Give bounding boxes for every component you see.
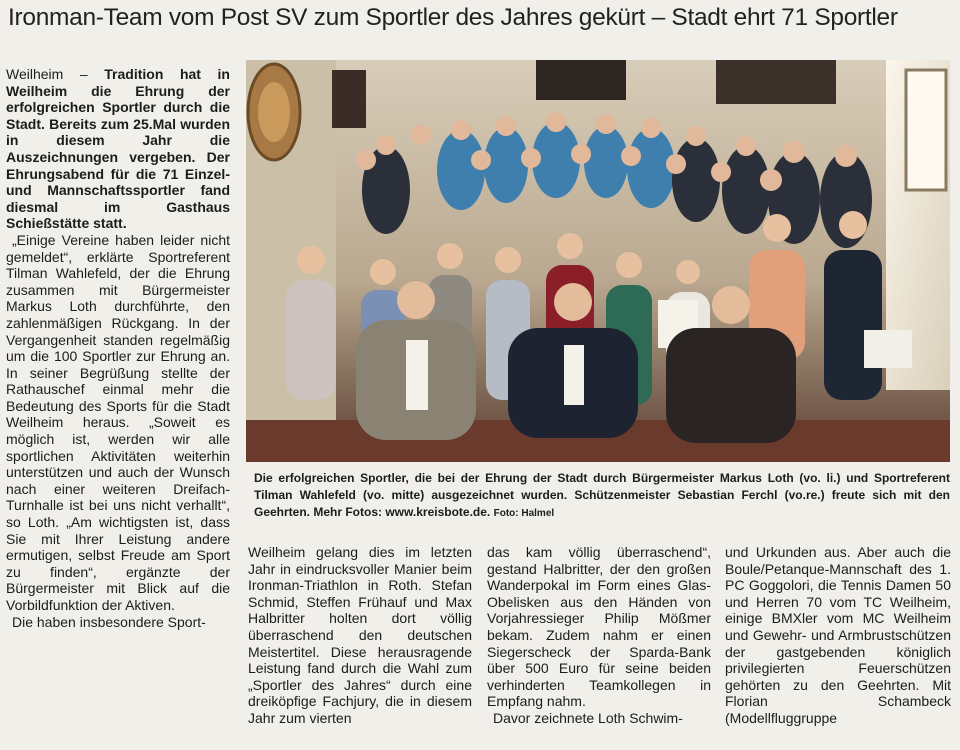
- body-paragraph: Die haben insbesondere Sport-: [12, 613, 206, 630]
- dateline: Weilheim –: [6, 66, 105, 82]
- article-headline: Ironman-Team vom Post SV zum Sportler des Jahres gekürt – Stadt ehrt 71 Sportler: [8, 4, 898, 31]
- article-column-1: [6, 66, 230, 630]
- body-paragraph: und Urkunden aus. Aber auch die Boule/Petanque-Mannschaft des 1. PC Goggolori, die Tennis Damen 50 und Herren 70 vom TC Weilheim, einige BMXler vom MC Weilheim und Gewehr- und Armbrustschützen der gastgebenden königlich privilegierten Feuerschützen gehörten zu den Geehrten. Mit Florian Schambeck (Modellfluggruppe: [725, 544, 951, 726]
- group-photo: [246, 60, 950, 462]
- caption-text: Die erfolgreichen Sportler, die bei der Ehrung der Stadt durch Bürgermeister Markus Loth (vo. li.) und Sportreferent Tilman Wahlefeld (vo. mitte) ausgezeichnet wurden. Schützenmeister Sebastian Ferchl (vo.re.) freute sich mit den Geehrten. Mehr Fotos: www.kreisbote.de.: [254, 471, 950, 519]
- photo-caption: [254, 470, 950, 522]
- article-column-4: [725, 544, 951, 727]
- article-column-2: [248, 544, 472, 727]
- body-paragraph: Davor zeichnete Loth Schwim-: [493, 709, 683, 726]
- body-paragraph: „Einige Vereine haben leider nicht gemeldet“, erklärte Sportreferent Tilman Wahlefeld, der die Ehrung zusammen mit Bürgermeister Markus Loth durchführte, den zahlenmäßigen Rückgang. In der Vergangenheit standen regelmäßig um die 100 Sportler zur Ehrung an. In seiner Begrüßung stellte der Rathauschef einmal mehr die Bedeutung des Sports für die Stadt Weilheim heraus. „Soweit es möglich ist, werden wir alle sportlichen Aktivitäten weiterhin unterstützen und auch der Wunsch nach einer weiteren Dreifach-Turnhalle ist bei uns nicht verhallt“, so Loth. „Am wichtigsten ist, dass Sie mit Ihrer Leistung andere ermutigen, selbst Freude am Sport zu finden“, ergänzte der Bürgermeister mit Blick auf die Vorbildfunktion der Aktiven.: [6, 231, 230, 613]
- body-paragraph: Weilheim gelang dies im letzten Jahr in eindrucksvoller Manier beim Ironman-Triathlon in Roth. Stefan Schmid, Steffen Frühauf und Max Halbritter holten dort völlig überraschend den deutschen Meistertitel. Diese herausragende Leistung fand durch die Wahl zum „Sportler des Jahres“ durch eine dreiköpfige Fachjury, die in diesem Jahr zum vierten: [248, 544, 472, 726]
- body-paragraph: das kam völlig überraschend“, gestand Halbritter, der den großen Wanderpokal im Form eines Glas-Obelisken aus den Händen von Vorjahressieger Philip Mößmer bekam. Zudem nahm er einen Siegerscheck der Sparda-Bank über 500 Euro für seine beiden verhinderten Teamkollegen in Empfang nahm.: [487, 544, 711, 710]
- lead-text: Tradition hat in Weilheim die Ehrung der erfolgreichen Sportler durch die Stadt. Bereits zum 25.Mal wurden in diesem Jahr die Auszeichnungen vergeben. Der Ehrungsabend für die 71 Einzel- und Mannschaftssportler fand diesmal im Gasthaus Schießstätte statt.: [6, 66, 230, 232]
- article-column-3: [487, 544, 711, 727]
- lead-paragraph: [6, 66, 230, 232]
- photo-credit: Foto: Halmel: [493, 508, 555, 519]
